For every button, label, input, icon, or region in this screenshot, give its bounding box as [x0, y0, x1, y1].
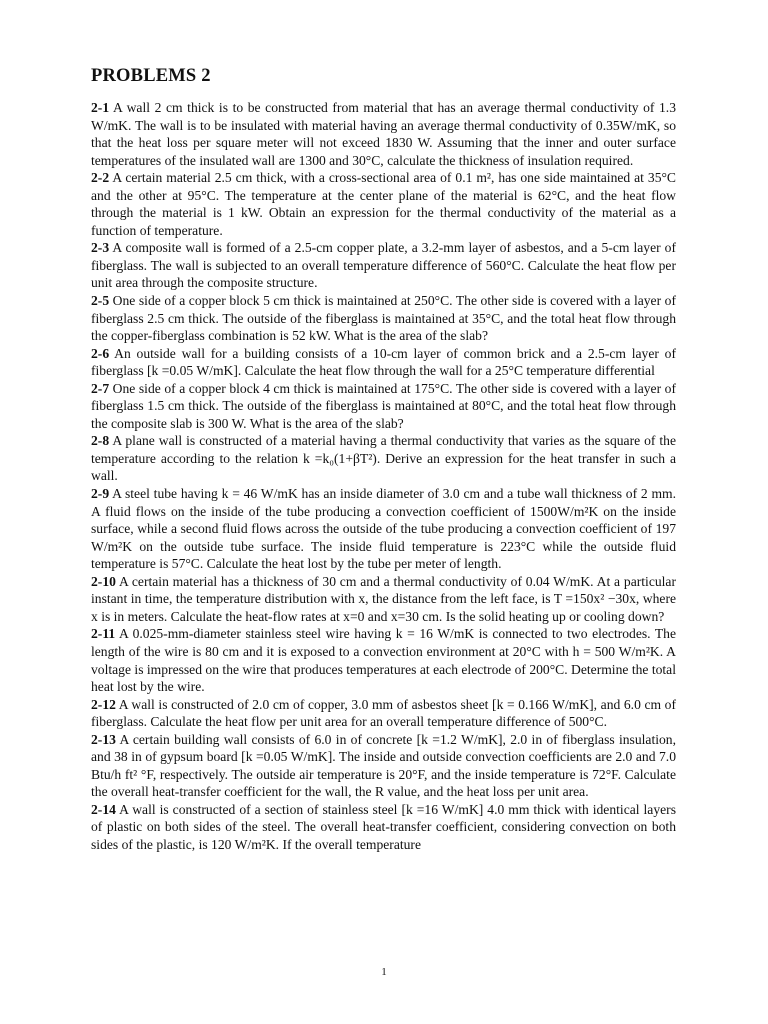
- problem-number: 2-3: [91, 240, 110, 256]
- problem-2-13: [91, 731, 676, 801]
- problem-text: A plane wall is constructed of a material having a thermal conductivity that varies as the square of the temperature according to the relation k =k₀(1+βT²). Derive an expression for the heat transfer in such a wall.: [91, 433, 676, 484]
- problem-text: A wall is constructed of a section of stainless steel [k =16 W/mK] 4.0 mm thick with identical layers of plastic on both sides of the steel. The overall heat-transfer coefficient, considering convection on both sides of the plastic, is 120 W/m²K. If the overall temperature: [91, 801, 676, 852]
- problem-2-2: [91, 169, 676, 239]
- problem-text: A 0.025-mm-diameter stainless steel wire having k = 16 W/mK is connected to two electrodes. The length of the wire is 80 cm and it is exposed to a convection environment at 20°C with h = 500 W/m²K. A voltage is impressed on the wire that produces temperatures at each electrode of 200°C. Determine the total heat lost by the wire.: [91, 626, 676, 695]
- problem-number: 2-12: [91, 696, 116, 712]
- problem-text: A certain building wall consists of 6.0 in of concrete [k =1.2 W/mK], 2.0 in of fiberglass insulation, and 38 in of gypsum board [k =0.05 W/mK]. The inside and outside convection coefficients are 2.0 and 7.0 Btu/h ft² °F, respectively. The outside air temperature is 20°F, and the inside temperature is 72°F. Calculate the overall heat-transfer coefficient for the wall, the R value, and the heat loss per unit area.: [91, 731, 676, 800]
- problem-number: 2-2: [91, 170, 110, 186]
- problem-number: 2-5: [91, 293, 110, 309]
- problem-2-9: [91, 485, 676, 573]
- problem-number: 2-6: [91, 345, 110, 361]
- problem-number: 2-1: [91, 100, 110, 115]
- problem-2-12: [91, 696, 676, 731]
- problem-number: 2-14: [91, 801, 116, 817]
- page-number: 1: [381, 966, 387, 978]
- problem-text: An outside wall for a building consists of a 10-cm layer of common brick and a 2.5-cm layer of fiberglass [k =0.05 W/mK]. Calculate the heat flow through the wall for a 25°C temperature differential: [91, 345, 676, 379]
- problem-text: A certain material 2.5 cm thick, with a cross-sectional area of 0.1 m², has one side maintained at 35°C and the other at 95°C. The temperature at the center plane of the material is 62°C, and the heat flow through the material is 1 kW. Obtain an expression for the thermal conductivity of the material as a function of temperature.: [91, 170, 676, 238]
- problem-text: A composite wall is formed of a 2.5-cm copper plate, a 3.2-mm layer of asbestos, and a 5-cm layer of fiberglass. The wall is subjected to an overall temperature difference of 560°C. Calculate the heat flow per unit area through the composite structure.: [91, 240, 676, 291]
- problem-2-14: [91, 801, 676, 854]
- problem-2-8: [91, 432, 676, 485]
- page-title: PROBLEMS 2: [91, 66, 211, 86]
- problem-2-5: [91, 292, 676, 345]
- problem-number: 2-13: [91, 731, 116, 747]
- problem-text: A certain material has a thickness of 30 cm and a thermal conductivity of 0.04 W/mK. At a particular instant in time, the temperature distribution with x, the distance from the left face, is T =150x² −30x, where x is in meters. Calculate the heat-flow rates at x=0 and x=30 cm. Is the solid heating up or cooling down?: [91, 573, 676, 624]
- problem-text: A wall 2 cm thick is to be constructed from material that has an average thermal conductivity of 1.3 W/mK. The wall is to be insulated with material having an average thermal conductivity of 0.35W/mK, so that the heat loss per square meter will not exceed 1830 W. Assuming that the inner and outer surface temperatures of the insulated wall are 1300 and 30°C, calculate the thickness of insulation required.: [91, 100, 676, 168]
- problem-2-1: [91, 99, 676, 169]
- problem-number: 2-11: [91, 626, 116, 642]
- problem-2-6: [91, 345, 676, 380]
- problem-2-10: [91, 573, 676, 626]
- problem-number: 2-8: [91, 433, 110, 449]
- problem-number: 2-9: [91, 486, 110, 502]
- problem-number: 2-7: [91, 380, 110, 396]
- problem-text: One side of a copper block 4 cm thick is maintained at 175°C. The other side is covered with a layer of fiberglass 1.5 cm thick. The outside of the fiberglass is maintained at 80°C, and the total heat flow through the composite slab is 300 W. What is the area of the slab?: [91, 380, 676, 431]
- problem-2-7: [91, 380, 676, 433]
- problem-2-3: [91, 239, 676, 292]
- problem-text: A steel tube having k = 46 W/mK has an inside diameter of 3.0 cm and a tube wall thickness of 2 mm. A fluid flows on the inside of the tube producing a convection coefficient of 1500W/m²K on the inside surface, while a second fluid flows across the outside of the tube producing a convection coefficient of 197 W/m²K on the outside tube surface. The inside fluid temperature is 223°C while the outside fluid temperature is 57°C. Calculate the heat lost by the tube per meter of length.: [91, 486, 676, 572]
- problem-number: 2-10: [91, 573, 116, 589]
- problem-2-11: [91, 625, 676, 695]
- document-page: [91, 66, 676, 854]
- problem-text: A wall is constructed of 2.0 cm of copper, 3.0 mm of asbestos sheet [k = 0.166 W/mK], and 6.0 cm of fiberglass. Calculate the heat flow per unit area for an overall temperature difference of 500°C.: [91, 696, 676, 730]
- problem-text: One side of a copper block 5 cm thick is maintained at 250°C. The other side is covered with a layer of fiberglass 2.5 cm thick. The outside of the fiberglass is maintained at 35°C, and the total heat flow through the copper-fiberglass combination is 52 kW. What is the area of the slab?: [91, 293, 676, 344]
